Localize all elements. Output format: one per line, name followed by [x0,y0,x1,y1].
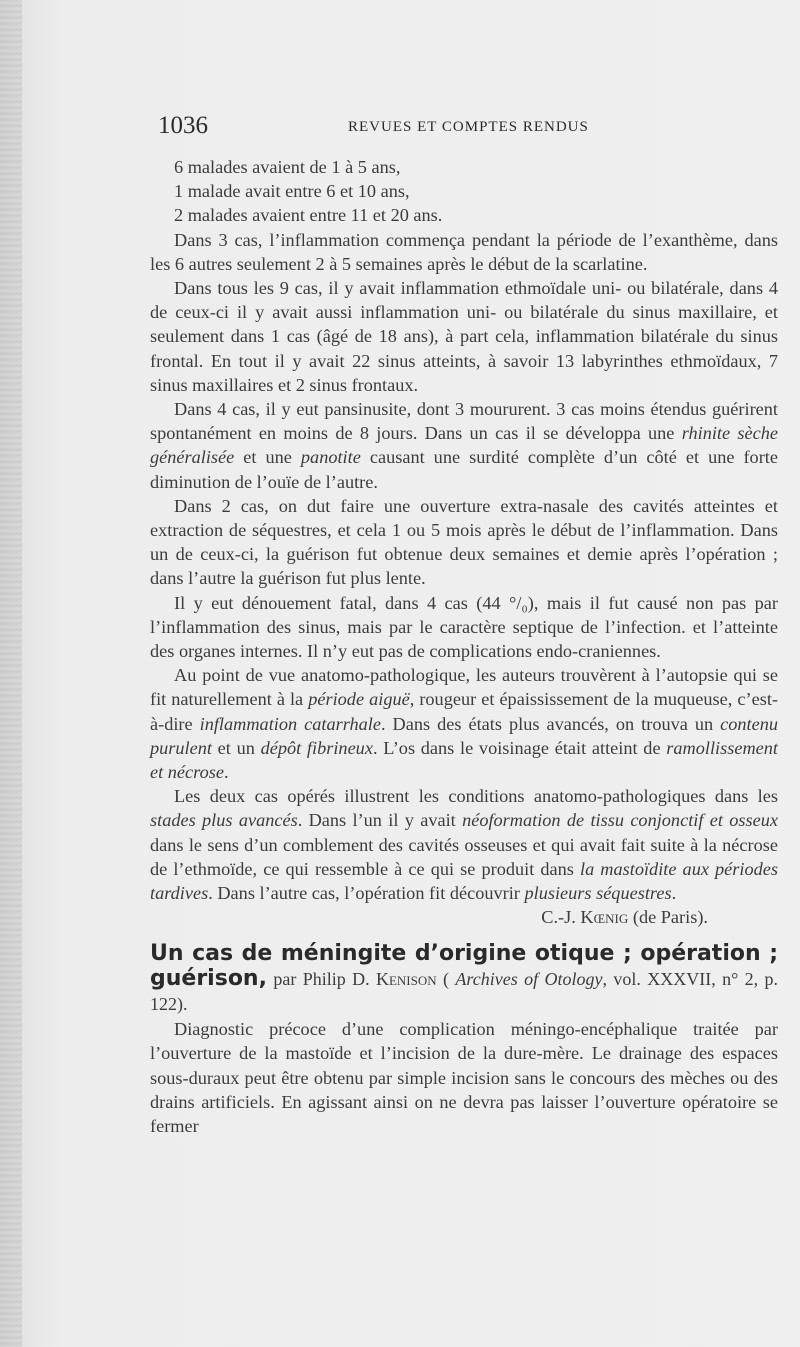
paragraph: Dans 2 cas, on dut faire une ouverture extra-nasale des cavités atteintes et extraction de séquestres, et cela 1 ou 5 mois après le début de l’inflammation. Dans un de ceux-ci, la guérison fut obtenue deux semaines et demie après l’opération ; dans l’autre la guérison fut plus lente. [150,495,778,589]
italic-term: contenu purulent [150,713,779,758]
page-number: 1036 [158,112,208,139]
italic-term: période aiguë [308,689,410,710]
page-header [158,112,598,142]
article-heading: Un cas de méningite d’origine otique ; opération ; guérison, par Philip D. Kenison ( Archives of Otology, vol. XXXVII, n° 2, p. 122). [150,940,779,1014]
journal-name: Archives of Otology [455,968,603,989]
italic-term: la mastoïdite aux périodes tardives [150,858,779,904]
italic-term: rhinite sèche généralisée [150,423,778,468]
italic-term: panotite [300,447,361,468]
stat-line: 6 malades avaient de 1 à 5 ans, [174,157,401,177]
paragraph: Dans 3 cas, l’inflammation commença pendant la période de l’exanthème, dans les 6 autres seulement 2 à 5 semaines après le début de la scarlatine. [150,229,778,274]
stat-line: 2 malades avaient entre 11 et 20 ans. [174,205,443,226]
italic-term: inflammation catarrhale [199,713,381,734]
body-text [150,155,778,1138]
paragraph: Il y eut dénouement fatal, dans 4 cas (44 °/₀), mais il fut causé non pas par l’inflammation des sinus, mais par le caractère septique de l’infection. et l’atteinte des organes internes. Il n’y eut pas de complications endo-craniennes. [150,592,778,662]
stat-line: 1 malade avait entre 6 et 10 ans, [174,181,410,202]
paragraph: Au point de vue anatomo-pathologique, les auteurs trouvèrent à l’autopsie qui se fit naturellement à la période aiguë, rougeur et épaississement de la muqueuse, c’est-à-dire inflammation catarrhale. Dans des états plus avancés, on trouva un contenu purulent et un dépôt fibrineux. L’os dans le voisinage était atteint de ramollissement et nécrose. [150,665,779,783]
running-title: REVUES ET COMPTES RENDUS [348,119,589,135]
signature-name: Kœnig [580,907,629,928]
article-title: Un cas de méningite d’origine otique ; opération ; guérison, [150,940,778,991]
paragraph: Dans tous les 9 cas, il y avait inflammation ethmoïdale uni- ou bilatérale, dans 4 de ceux-ci il y avait aussi inflammation uni- ou bilatérale du sinus maxillaire, et seulement dans 1 cas (âgé de 18 ans), à part cela, inflammation bilatérale du sinus frontal. En tout il y avait 22 sinus atteints, à savoir 13 labyrinthes ethmoïdaux, 7 sinus maxillaires et 2 sinus frontaux. [150,278,778,395]
paragraph: Diagnostic précoce d’une complication méningo-encéphalique traitée par l’ouverture de la mastoïde et l’incision de la dure-mère. Le drainage des espaces sous-duraux peut être obtenu par simple incision sans le concours des mèches ou des drains artificiels. En agissant ainsi on ne devra pas laisser l’ouverture opératoire se fermer [150,1019,778,1136]
paragraph: Les deux cas opérés illustrent les conditions anatomo-pathologiques dans les stades plus avancés. Dans l’un il y avait néoformation de tissu conjonctif et osseux dans le sens d’un comblement des cavités osseuses et qui avait fait suite à la nécrose de l’ethmoïde, ce qui ressemble à ce qui se produit dans la mastoïdite aux périodes tardives. Dans l’autre cas, l’opération fit découvrir plusieurs séquestres. [150,786,779,904]
signature: C.-J. Kœnig (de Paris). [541,907,708,928]
article-author: Kenison [375,968,437,989]
italic-term: stades plus avancés [150,810,298,831]
paragraph: Dans 4 cas, il y eut pansinusite, dont 3 moururent. 3 cas moins étendus guérirent spontanément en moins de 8 jours. Dans un cas il se développa une rhinite sèche généralisée et une panotite causant une surdité complète d’un côté et une forte diminution de l’ouïe de l’autre. [150,399,778,492]
italic-term: plusieurs séquestres [524,883,672,904]
italic-term: dépôt fibrineux [260,737,373,758]
page-binding-edge [0,0,22,1347]
italic-term: ramollissement et nécrose [150,737,778,783]
italic-term: néoformation de tissu conjonctif et osseux [462,810,779,831]
